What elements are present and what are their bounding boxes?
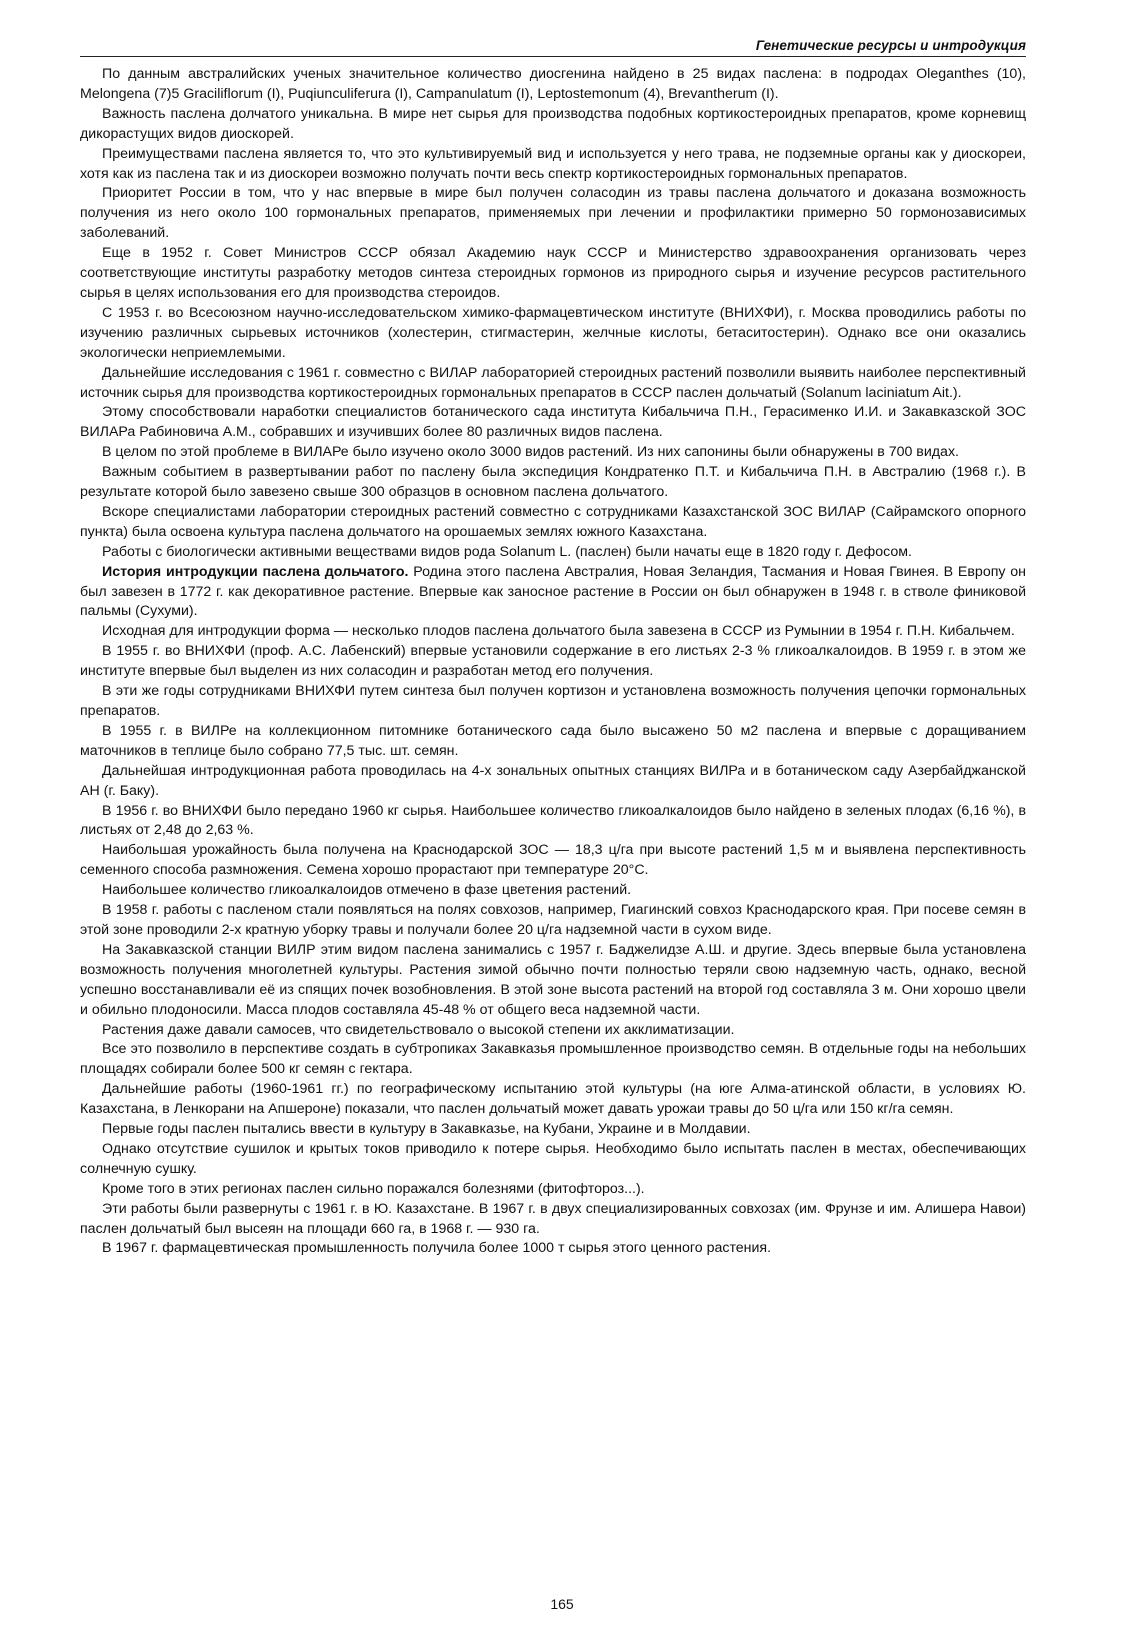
paragraph: Вскоре специалистами лаборатории стероидных растений совместно с сотрудниками Казахстанской ЗОС ВИЛАР (Сайрамского опорного пункта) была освоена культура паслена дольчатого на орошаемых землях южного Казахстана. — [80, 503, 1026, 540]
paragraph: Эти работы были развернуты с 1961 г. в Ю. Казахстане. В 1967 г. в двух специализированных совхозах (им. Фрунзе и им. Алишера Навои) паслен дольчатый был высеян на площади 660 га, в 1968 г. — 930 га. — [80, 1200, 1026, 1237]
running-title: Генетические ресурсы и интродукция — [755, 38, 1026, 53]
paragraph: Однако отсутствие сушилок и крытых токов приводило к потере сырья. Необходимо было испытать паслен в местах, обеспечивающих солнечную сушку. — [80, 1140, 1026, 1177]
paragraph: Важным событием в развертывании работ по паслену была экспедиция Кондратенко П.Т. и Кибальчича П.Н. в Австралию (1968 г.). В результате которой было завезено свыше 300 образцов в основном паслена дольчатого. — [80, 464, 1026, 501]
paragraph: Преимуществами паслена является то, что это культивируемый вид и используется у него трава, не подземные органы как у диоскореи, хотя как из паслена так и из диоскореи возможно получать почти весь спектр кортикостероидных гормональных препаратов. — [80, 145, 1026, 182]
paragraph: По данным австралийских ученых значительное количество диосгенина найдено в 25 видах паслена: в подродах Oleganthes (10), Melongena (7)5 Graciliflorum (I), Puqiunculiferura (I), Campanulatum (I), Leptostemonum (4), Brevantherum (I). — [80, 66, 1026, 102]
paragraph: Наибольшее количество гликоалкалоидов отмечено в фазе цветения растений. — [102, 882, 632, 899]
paragraph: В целом по этой проблеме в ВИЛАРе было изучено около 3000 видов растений. Из них сапонины были обнаружены в 700 видах. — [102, 444, 959, 461]
paragraph: В 1955 г. в ВИЛРе на коллекционном питомнике ботанического сада было высажено 50 м2 паслена и впервые с доращиванием маточников в теплице было собрано 77,5 тыс. шт. семян. — [80, 722, 1026, 759]
paragraph: Наибольшая урожайность была получена на Краснодарской ЗОС — 18,3 ц/га при высоте растений 1,5 м и выявлена перспективность семенного способа размножения. Семена хорошо прорастают при температуре 20°С. — [80, 842, 1026, 879]
page-number: 165 — [550, 1596, 574, 1612]
paragraph: В 1958 г. работы с пасленом стали появляться на полях совхозов, например, Гиагинский совхоз Краснодарского края. При посеве семян в этой зоне проводили 2-х кратную уборку травы и получали более 20 ц/га надземной части в сухом виде. — [80, 902, 1026, 938]
paragraph: В эти же годы сотрудниками ВНИХФИ путем синтеза был получен кортизон и установлена возможность получения цепочки гормональных препаратов. — [80, 683, 1026, 719]
section-heading: История интродукции паслена дольчатого. — [102, 563, 409, 580]
paragraph: Этому способствовали наработки специалистов ботанического сада института Кибальчича П.Н., Герасименко И.И. и Закавказской ЗОС ВИЛАРа Рабиновича А.М., собравших и изучивших более 80 различных видов паслена. — [80, 404, 1026, 441]
paragraph: Дальнейшие исследования с 1961 г. совместно с ВИЛАР лабораторией стероидных растений позволили выявить наиболее перспективный источник сырья для производства кортикостероидных гормональных препаратов в СССР паслен дольчатый (Solanum laciniatum Ait.). — [80, 364, 1026, 401]
paragraph: В 1956 г. во ВНИХФИ было передано 1960 кг сырья. Наибольшее количество гликоалкалоидов было найдено в зеленых плодах (6,16 %), в листьях от 2,48 до 2,63 %. — [80, 802, 1026, 839]
paragraph-text: Родина этого паслена Австралия, Новая Зеландия, Тасмания и Новая Гвинея. В Европу он был завезен в 1772 г. как декоративное растение. Впервые как заносное растение в России он был обнаружен в 1948 г. в стволе финиковой пальмы (Сухуми). — [80, 563, 1027, 620]
paragraph: На Закавказской станции ВИЛР этим видом паслена занимались с 1957 г. Баджелидзе А.Ш. и другие. Здесь впервые была установлена возможность получения многолетней культуры. Растения зимой обычно почти полностью теряли свою надземную часть, однако, весной успешно восстанавливали её из спящих почек возобновления. В этой зоне высота растений на второй год составляла 3 м. Они хорошо цвели и обильно плодоносили. Масса плодов составляла 45-48 % от общего веса надземной части. — [80, 941, 1026, 1018]
paragraph — [80, 563, 1026, 623]
paragraph: Исходная для интродукции форма — несколько плодов паслена дольчатого была завезена в СССР из Румынии в 1954 г. П.Н. Кибальчем. — [102, 623, 1015, 640]
page — [80, 30, 1026, 1259]
paragraph: С 1953 г. во Всесоюзном научно-исследовательском химико-фармацевтическом институте (ВНИХФИ), г. Москва проводились работы по изучению различных сырьевых источников (холестерин, стигмастерин, желчные кислоты, бетаситостерин). Однако все они оказались экологически неприемлемыми. — [80, 304, 1026, 361]
paragraph: Еще в 1952 г. Совет Министров СССР обязал Академию наук СССР и Министерство здравоохранения организовать через соответствующие институты разработку методов синтеза стероидных гормонов из природного сырья и изучение ресурсов растительного сырья в целях использования его для производства стероидов. — [80, 245, 1026, 301]
paragraph: Дальнейшая интродукционная работа проводилась на 4-х зональных опытных станциях ВИЛРа и в ботаническом саду Азербайджанской АН (г. Баку). — [80, 762, 1026, 799]
paragraph: В 1967 г. фармацевтическая промышленность получила более 1000 т сырья этого ценного растения. — [102, 1240, 772, 1257]
paragraph: Важность паслена долчатого уникальна. В мире нет сырья для производства подобных кортикостероидных препаратов, кроме корневищ дикорастущих видов диоскорей. — [80, 105, 1026, 142]
paragraph: Растения даже давали самосев, что свидетельствовало о высокой степени их акклиматизации. — [102, 1021, 735, 1038]
paragraph: Работы с биологически активными веществами видов рода Solanum L. (паслен) были начаты еще в 1820 году г. Дефосом. — [102, 543, 912, 560]
paragraph: Кроме того в этих регионах паслен сильно поражался болезнями (фитофтороз...). — [102, 1180, 645, 1197]
running-header — [80, 30, 1026, 57]
paragraph: В 1955 г. во ВНИХФИ (проф. А.С. Лабенский) впервые установили содержание в его листьях 2-3 % гликоалкалоидов. В 1959 г. в этом же институте впервые был выделен из них соласодин и разработан метод его получения. — [80, 643, 1026, 680]
paragraph: Приоритет России в том, что у нас впервые в мире был получен соласодин из травы паслена дольчатого и доказана возможность получения из него около 100 гормональных препаратов, применяемых при лечении и профилактики примерно 50 гормонозависимых заболеваний. — [80, 185, 1026, 242]
paragraph: Все это позволило в перспективе создать в субтропиках Закавказья промышленное производство семян. В отдельные годы на небольших площадях собирали более 500 кг семян с гектара. — [80, 1041, 1026, 1078]
paragraph: Первые годы паслен пытались ввести в культуру в Закавказье, на Кубани, Украине и в Молдавии. — [102, 1121, 751, 1138]
article-body — [80, 65, 1026, 1259]
paragraph: Дальнейшие работы (1960-1961 гг.) по географическому испытанию этой культуры (на юге Алма-атинской области, в условиях Ю. Казахстана, в Ленкорани на Апшероне) показали, что паслен дольчатый может давать урожаи травы до 50 ц/га или 150 кг/га семян. — [80, 1081, 1026, 1118]
